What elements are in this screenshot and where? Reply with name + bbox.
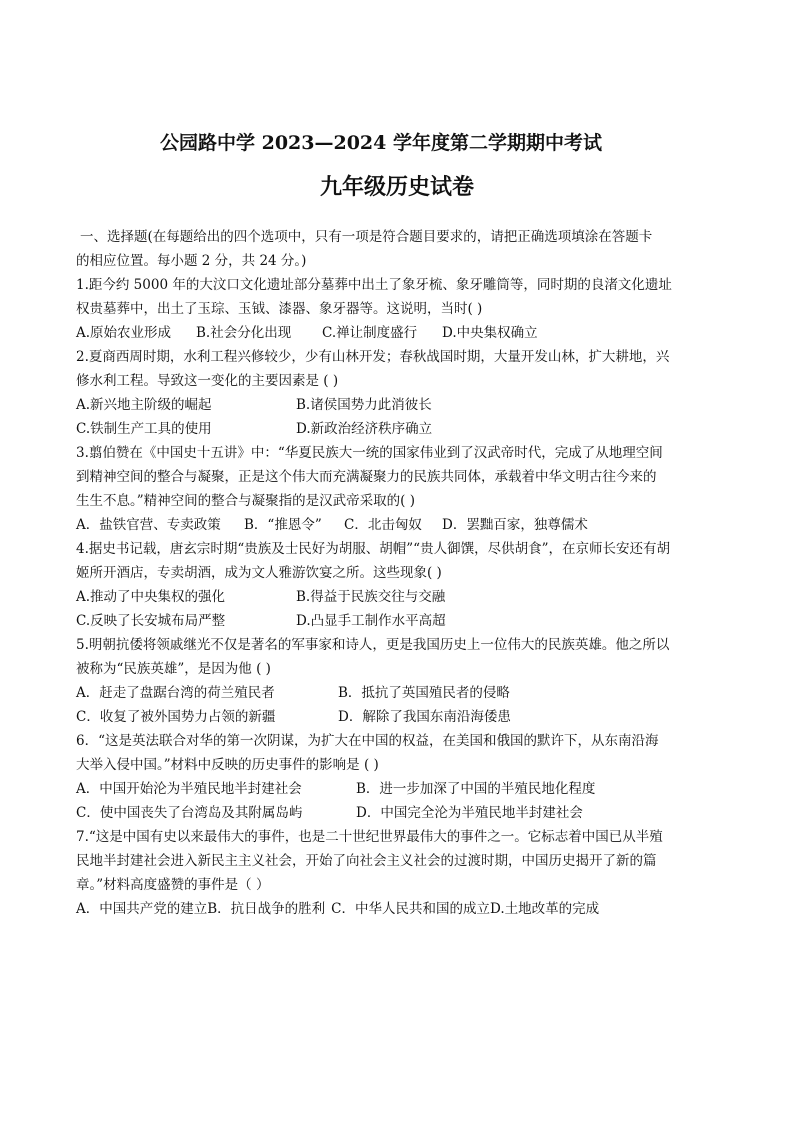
question-stem: 5.明朝抗倭将领戚继光不仅是著名的军事家和诗人，更是我国历史上一位伟大的民族英雄。他之所以 <box>76 637 670 653</box>
section-line: 一、选择题(在每题给出的四个选项中，只有一项是符合题目要求的，请把正确选项填涂在答题卡 <box>80 229 653 245</box>
option-d[interactable]: D．解除了我国东南沿海倭患 <box>338 709 511 725</box>
exam-content <box>76 225 706 921</box>
option-b[interactable]: B.得益于民族交往与交融 <box>296 589 446 605</box>
question-5 <box>76 633 706 729</box>
question-2 <box>76 345 706 441</box>
question-options <box>76 321 706 345</box>
question-stem: 2.夏商西周时期，水利工程兴修较少，少有山林开发；春秋战国时期，大量开发山林，扩大耕地，兴 <box>76 349 670 365</box>
question-stem: 权贵墓葬中，出土了玉琮、玉钺、漆器、象牙器等。这说明，当时( ) <box>76 301 483 317</box>
section-line: 的相应位置。每小题 2 分，共 24 分。) <box>76 253 307 269</box>
option-a[interactable]: A．盐铁官营、专卖政策 <box>76 517 221 533</box>
option-c[interactable]: C.禅让制度盛行 <box>322 325 418 341</box>
option-d[interactable]: D．中国完全沦为半殖民地半封建社会 <box>356 805 583 821</box>
exam-subtitle: 九年级历史试卷 <box>319 174 474 200</box>
question-options <box>76 585 706 609</box>
option-d[interactable]: D.凸显手工制作水平高超 <box>296 613 446 629</box>
option-c[interactable]: C．北击匈奴 <box>344 517 422 533</box>
question-options <box>76 513 706 537</box>
question-stem: 民地半封建社会进入新民主主义社会，开始了向社会主义社会的过渡时期，中国历史揭开了新的篇 <box>76 853 657 869</box>
question-4 <box>76 537 706 633</box>
question-options <box>76 609 706 633</box>
question-stem: 被称为“民族英雄”，是因为他 ( ) <box>76 661 271 677</box>
question-options <box>76 777 706 801</box>
option-b[interactable]: B．抵抗了英国殖民者的侵略 <box>338 685 510 701</box>
question-options <box>76 801 706 825</box>
option-d[interactable]: D.新政治经济秩序确立 <box>296 421 433 437</box>
option-c[interactable]: C．中华人民共和国的成立 <box>331 901 491 917</box>
option-b[interactable]: B．进一步加深了中国的半殖民地化程度 <box>356 781 596 797</box>
question-options <box>76 897 706 921</box>
option-a[interactable]: A.新兴地主阶级的崛起 <box>76 397 212 413</box>
question-stem: 6．“这是英法联合对华的第一次阴谋，为扩大在中国的权益，在美国和俄国的默许下，从东南沿海 <box>76 733 659 749</box>
option-d[interactable]: D．罢黜百家，独尊儒术 <box>442 517 588 533</box>
question-stem: 3.翦伯赞在《中国史十五讲》中：“华夏民族大一统的国家伟业到了汉武帝时代，完成了从地理空间 <box>76 445 663 461</box>
question-stem: 姬所开酒店，专卖胡酒，成为文人雅游饮宴之所。这些现象( ) <box>76 565 442 581</box>
question-7 <box>76 825 706 921</box>
question-options <box>76 417 706 441</box>
question-stem: 修水利工程。导致这一变化的主要因素是 ( ) <box>76 373 339 389</box>
option-c[interactable]: C．收复了被外国势力占领的新疆 <box>76 709 276 725</box>
option-c[interactable]: C.反映了长安城布局严整 <box>76 613 226 629</box>
question-options <box>76 681 706 705</box>
option-a[interactable]: A.原始农业形成 <box>76 325 172 341</box>
question-options <box>76 393 706 417</box>
option-d[interactable]: D.土地改革的完成 <box>490 901 600 917</box>
question-1 <box>76 273 706 345</box>
option-c[interactable]: C．使中国丧失了台湾岛及其附属岛屿 <box>76 805 303 821</box>
option-d[interactable]: D.中央集权确立 <box>442 325 538 341</box>
question-stem: 到精神空间的整合与凝聚，正是这个伟大而充满凝聚力的民族共同体，承载着中华文明古往今来的 <box>76 469 657 485</box>
question-stem: 7.“这是中国有史以来最伟大的事件，也是二十世纪世界最伟大的事件之一。它标志着中国已从半殖 <box>76 829 663 845</box>
option-b[interactable]: B.诸侯国势力此消彼长 <box>296 397 432 413</box>
option-b[interactable]: B．抗日战争的胜利 <box>207 901 326 917</box>
question-3 <box>76 441 706 537</box>
question-stem: 生生不息。”精神空间的整合与凝聚指的是汉武帝采取的( ) <box>76 493 415 509</box>
option-a[interactable]: A．中国开始沦为半殖民地半封建社会 <box>76 781 302 797</box>
option-a[interactable]: A．赶走了盘踞台湾的荷兰殖民者 <box>76 685 275 701</box>
question-stem: 章。”材料高度盛赞的事件是（ ） <box>76 877 270 893</box>
section-instructions <box>76 225 706 273</box>
exam-title: 公园路中学 2023—2024 学年度第二学期期中考试 <box>160 132 602 154</box>
question-stem: 1.距今约 5000 年的大汶口文化遗址部分墓葬中出土了象牙梳、象牙雕筒等，同时期的良渚文化遗址 <box>76 277 672 293</box>
option-a[interactable]: A.推动了中央集权的强化 <box>76 589 226 605</box>
option-a[interactable]: A．中国共产党的建立 <box>76 901 208 917</box>
option-b[interactable]: B．“推恩令” <box>244 517 322 533</box>
option-b[interactable]: B.社会分化出现 <box>196 325 292 341</box>
question-options <box>76 705 706 729</box>
question-6 <box>76 729 706 825</box>
question-stem: 大举入侵中国。”材料中反映的历史事件的影响是 ( ) <box>76 757 379 773</box>
question-stem: 4.据史书记载，唐玄宗时期“贵族及士民好为胡服、胡帽”“贵人御馔，尽供胡食”，在京师长安还有胡 <box>76 541 670 557</box>
option-c[interactable]: C.铁制生产工具的使用 <box>76 421 212 437</box>
